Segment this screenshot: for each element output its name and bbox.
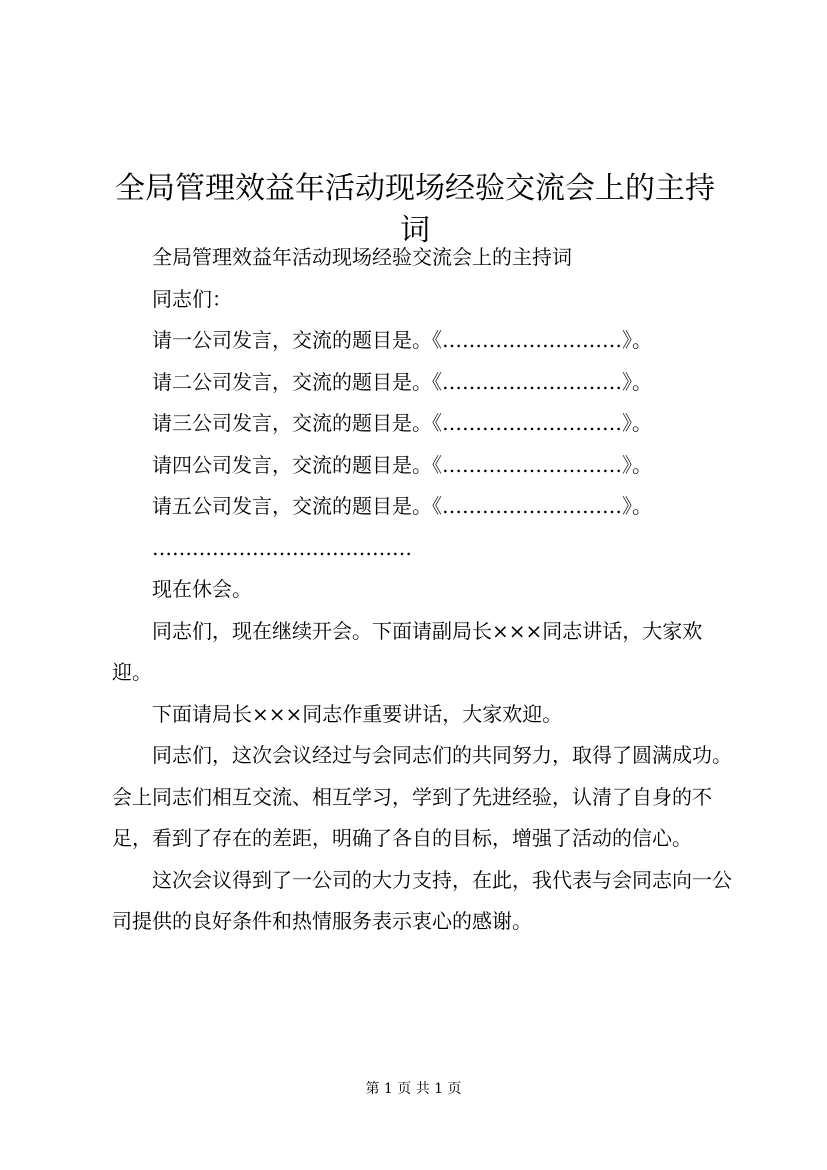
summary-paragraph: 同志们，这次会议经过与会同志们的共同努力，取得了圆满成功。会上同志们相互交流、相互学习，学到了先进经验，认清了自身的不足，看到了存在的差距，明确了各自的目标，增强了活动的信心。 [112,743,732,850]
salutation-paragraph: 同志们： [152,286,232,311]
ellipsis-line: ………………………………… [152,535,412,560]
page-footer: 第 1 页 共 1 页 [365,1081,462,1097]
thanks-paragraph: 这次会议得到了一公司的大力支持，在此，我代表与会同志向一公司提供的良好条件和热情服务表示衷心的感谢。 [112,867,732,933]
director-speech-paragraph: 下面请局长×××同志作重要讲话，大家欢迎。 [152,701,563,726]
deputy-speech-paragraph: 同志们，现在继续开会。下面请副局长×××同志讲话，大家欢迎。 [112,618,703,684]
speech-item-2: 请二公司发言，交流的题目是。《………………………》。 [152,369,652,394]
speech-item-1: 请一公司发言，交流的题目是。《………………………》。 [152,328,652,352]
recess-paragraph: 现在休会。 [152,577,252,601]
subtitle-paragraph: 全局管理效益年活动现场经验交流会上的主持词 [152,245,572,269]
speech-item-4: 请四公司发言，交流的题目是。《………………………》。 [152,452,652,477]
speech-item-3: 请三公司发言，交流的题目是。《………………………》。 [152,411,652,435]
document-body [112,237,732,943]
speech-item-5: 请五公司发言，交流的题目是。《………………………》。 [152,494,652,518]
document-title: 全局管理效益年活动现场经验交流会上的主持词 [115,171,715,249]
